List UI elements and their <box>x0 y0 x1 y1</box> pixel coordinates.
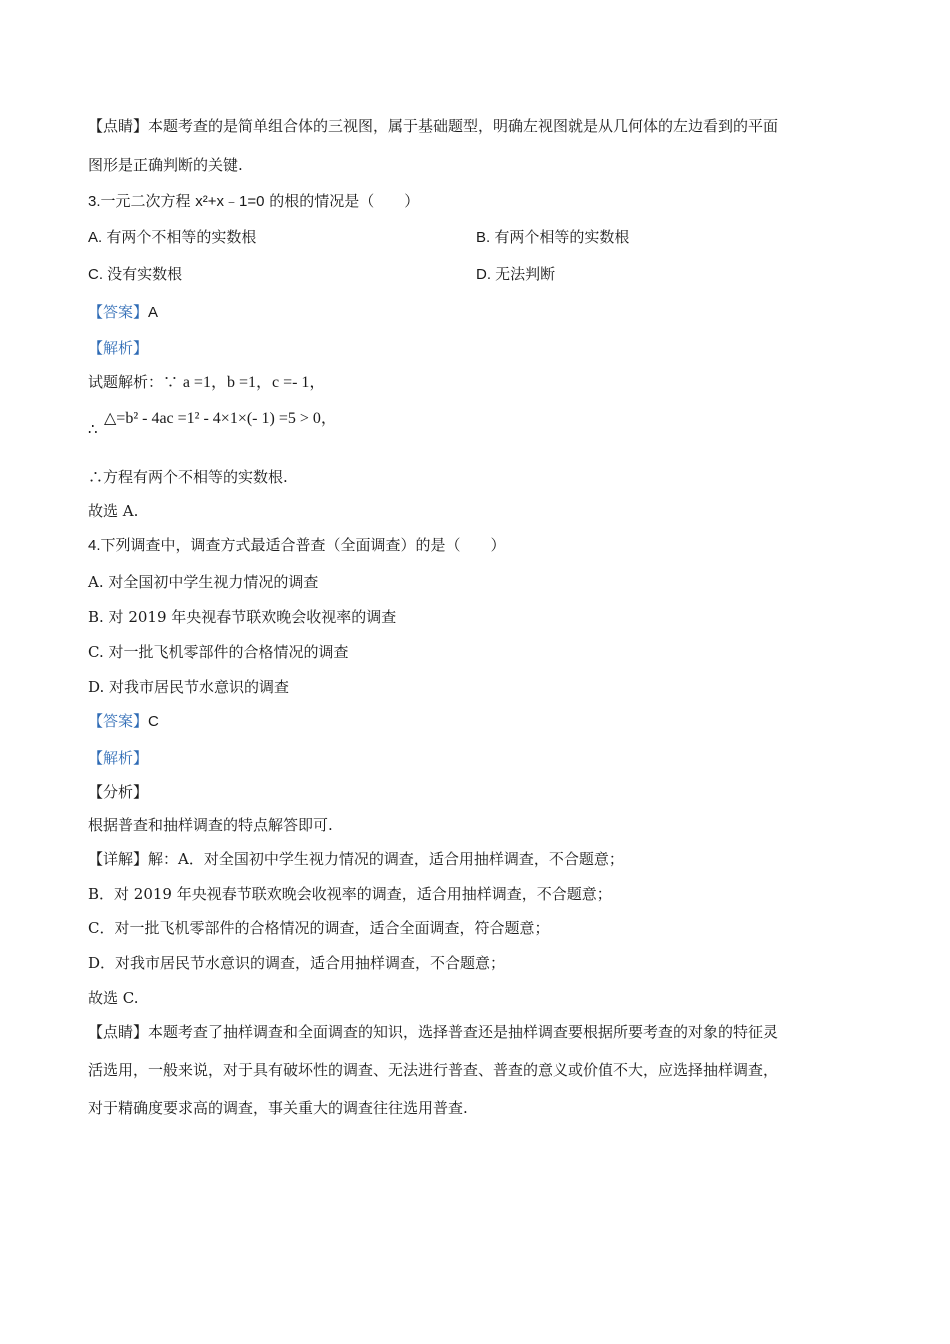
answer-tag: 【答案】 <box>88 712 149 730</box>
q3-analysis-tag: 【解析】 <box>88 339 149 357</box>
q3-option-d: D. 无法判断 <box>476 266 556 283</box>
detail-tag: 【详解】 <box>88 850 149 868</box>
q4-detail-b: B．对 2019 年央视春节联欢晚会收视率的调查，适合用抽样调查，不合题意； <box>88 885 612 903</box>
dianjing-tag: 【点睛】 <box>88 117 149 135</box>
q3-discriminant: △=b² - 4ac =1² - 4×1×(- 1) =5 > 0， <box>104 410 337 427</box>
q4-analysis-tag: 【解析】 <box>88 749 149 767</box>
q4-option-c: C. 对一批飞机零部件的合格情况的调查 <box>88 643 349 661</box>
q4-detail-c: C．对一批飞机零部件的合格情况的调查，适合全面调查，符合题意； <box>88 919 550 937</box>
q4-stem: 4.下列调查中，调查方式最适合普查（全面调查）的是（ ） <box>88 536 506 554</box>
q4-fenxi-tag: 【分析】 <box>88 783 149 801</box>
dianjing-tag: 【点睛】 <box>88 1023 149 1041</box>
q3-answer: 【答案】A <box>88 303 159 321</box>
q3-stem: 3.一元二次方程 x²+x﹣1=0 的根的情况是（ ） <box>88 192 420 210</box>
q3-conclusion: ∴方程有两个不相等的实数根. <box>88 468 288 486</box>
q4-option-d: D. 对我市居民节水意识的调查 <box>88 678 290 696</box>
q3-choose: 故选 A. <box>88 502 139 520</box>
q4-fenxi: 根据普查和抽样调查的特点解答即可. <box>88 816 333 834</box>
q4-detail-a: 【详解】解：A．对全国初中学生视力情况的调查，适合用抽样调查，不合题意； <box>88 850 624 868</box>
q4-answer: 【答案】C <box>88 712 159 730</box>
prev-dianjing-line2: 图形是正确判断的关键. <box>88 156 243 174</box>
q4-detail-d: D．对我市居民节水意识的调查，适合用抽样调查，不合题意； <box>88 954 506 972</box>
q3-option-b: B. 有两个相等的实数根 <box>476 229 630 246</box>
q3-option-c: C. 没有实数根 <box>88 266 183 283</box>
q4-dianjing-line1: 【点睛】本题考查了抽样调查和全面调查的知识，选择普查还是抽样调查要根据所要考查的对象的特征灵 <box>88 1023 779 1041</box>
q4-choose: 故选 C. <box>88 989 139 1007</box>
q4-dianjing-line3: 对于精确度要求高的调查，事关重大的调查往往选用普查. <box>88 1099 468 1117</box>
q3-option-a: A. 有两个不相等的实数根 <box>88 229 257 246</box>
q4-dianjing-line2: 活选用，一般来说，对于具有破坏性的调查、无法进行普查、普查的意义或价值不大，应选择抽样调查， <box>88 1061 779 1079</box>
answer-tag: 【答案】 <box>88 303 149 321</box>
q3-solution-intro: 试题解析：∵ a =1，b =1，c =- 1， <box>88 373 326 391</box>
q4-option-a: A. 对全国初中学生视力情况的调查 <box>88 573 319 591</box>
q4-option-b: B. 对 2019 年央视春节联欢晚会收视率的调查 <box>88 608 397 626</box>
prev-dianjing-line1: 【点睛】本题考查的是简单组合体的三视图，属于基础题型，明确左视图就是从几何体的左边看到的平面 <box>88 117 779 135</box>
therefore-symbol: ∴ <box>88 420 98 438</box>
coefficients: a =1，b =1，c =- 1， <box>182 374 326 391</box>
